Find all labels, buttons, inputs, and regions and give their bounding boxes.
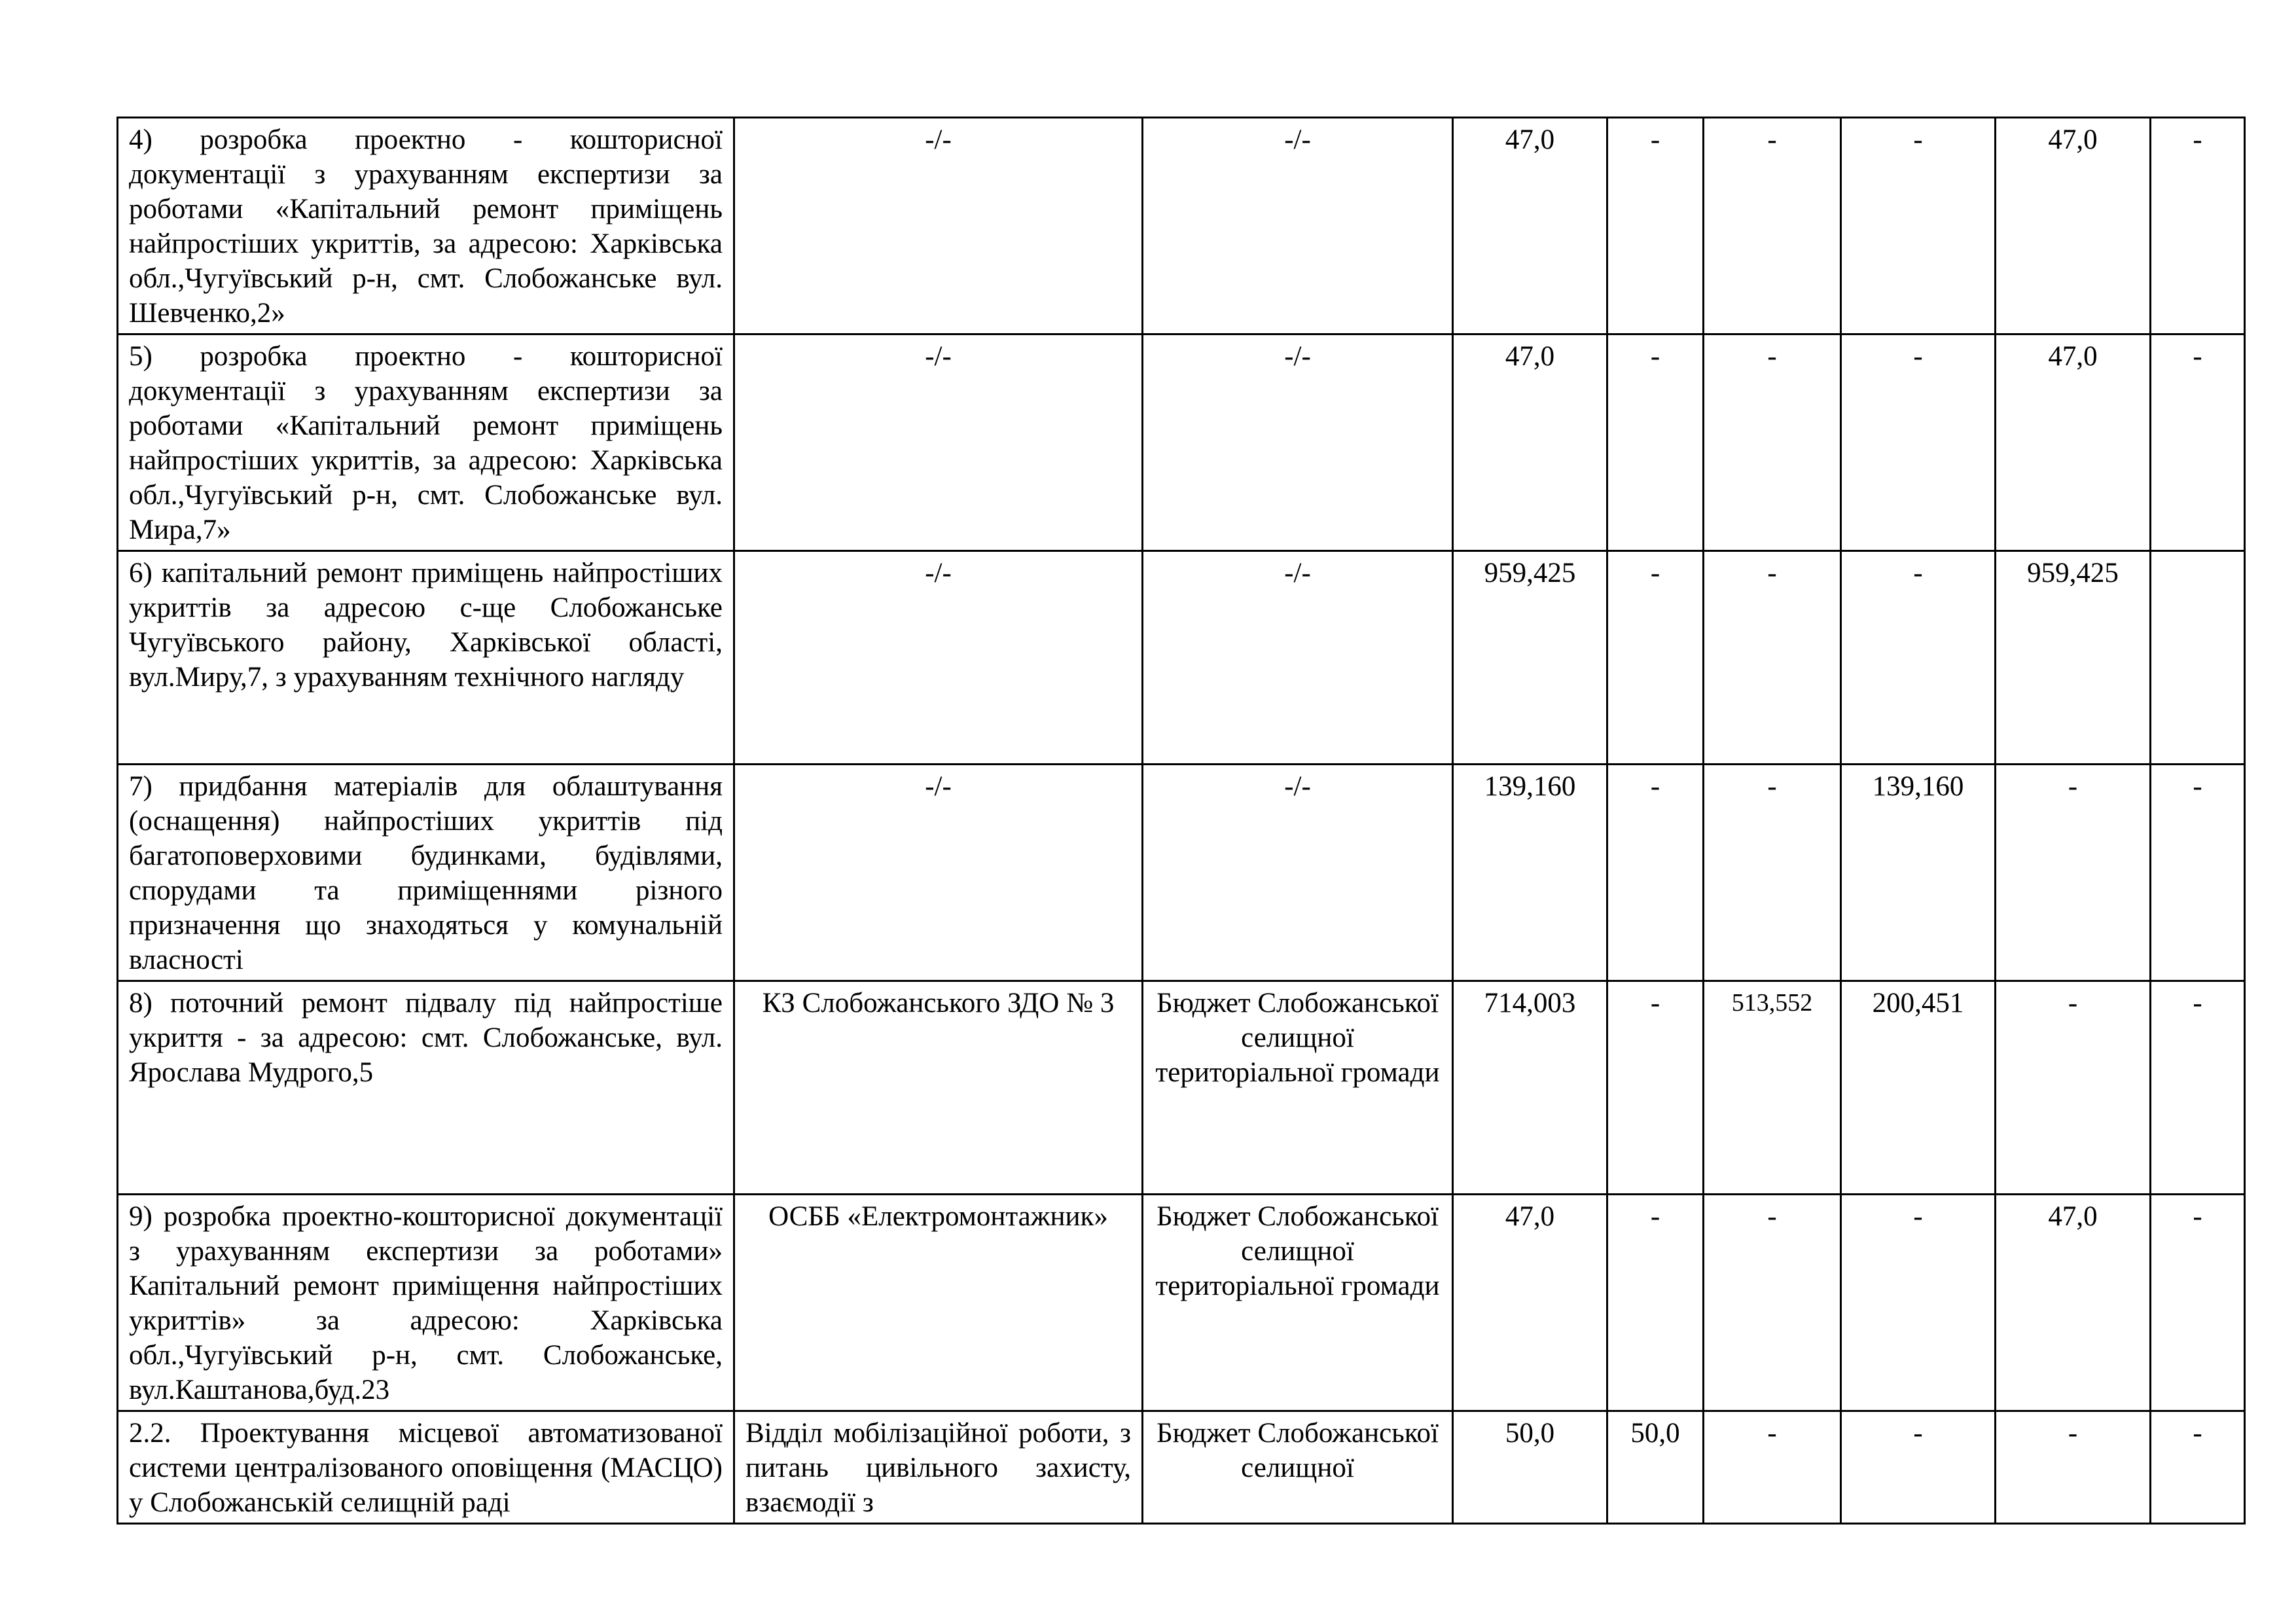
year-3-amount-cell: 139,160 [1841,765,1996,981]
funding-source-cell: -/- [1143,334,1453,551]
program-measures-table [117,117,2246,1525]
year-1-amount-cell: - [1607,765,1704,981]
table-row [118,981,2245,1195]
year-1-amount-cell: - [1607,334,1704,551]
measure-description: 2.2. Проектування місцевої автоматизованої системи централізованого оповіщення (МАСЦО) у Слобожанській селищній раді [118,1411,734,1524]
table-row [118,118,2245,334]
year-1-amount-cell: - [1607,1195,1704,1411]
year-2-amount-cell: - [1704,765,1841,981]
year-4-amount-cell: - [1996,765,2151,981]
funding-source-cell: Бюджет Слобожанської селищної [1143,1411,1453,1524]
year-4-amount-cell: 47,0 [1996,334,2151,551]
executor-cell: Відділ мобілізаційної роботи, з питань цивільного захисту, взаємодії з [734,1411,1143,1524]
table-row [118,765,2245,981]
year-4-amount-cell: - [1996,1411,2151,1524]
funding-source-cell: -/- [1143,765,1453,981]
table-row [118,1411,2245,1524]
executor-cell: КЗ Слобожанського ЗДО № 3 [734,981,1143,1195]
year-2-amount-cell: - [1704,118,1841,334]
year-5-amount-cell: - [2151,1195,2245,1411]
funding-source-cell: -/- [1143,551,1453,765]
year-2-amount-cell: - [1704,1411,1841,1524]
year-5-amount-cell: - [2151,118,2245,334]
executor-cell: -/- [734,551,1143,765]
year-5-amount-cell: - [2151,1411,2245,1524]
year-3-amount-cell: - [1841,1411,1996,1524]
total-amount-cell: 50,0 [1453,1411,1607,1524]
funding-source-cell: -/- [1143,118,1453,334]
total-amount-cell: 139,160 [1453,765,1607,981]
year-1-amount-cell: - [1607,981,1704,1195]
year-2-amount-cell: - [1704,551,1841,765]
year-2-amount-cell: - [1704,1195,1841,1411]
table-row [118,1195,2245,1411]
table-row [118,551,2245,765]
funding-source-cell: Бюджет Слобожанської селищної територіальної громади [1143,1195,1453,1411]
year-3-amount-cell: - [1841,334,1996,551]
total-amount-cell: 47,0 [1453,334,1607,551]
year-5-amount-cell: - [2151,334,2245,551]
year-2-amount-cell: 513,552 [1704,981,1841,1195]
year-1-amount-cell: - [1607,551,1704,765]
measure-description: 8) поточний ремонт підвалу під найпростіше укриття - за адресою: смт. Слобожанське, вул. Ярослава Мудрого,5 [118,981,734,1195]
year-4-amount-cell: 47,0 [1996,1195,2151,1411]
measure-description: 6) капітальний ремонт приміщень найпростіших укриттів за адресою с-ще Слобожанське Чугуївського району, Харківської області, вул.Миру,7, з урахуванням технічного нагляду [118,551,734,765]
year-5-amount-cell [2151,551,2245,765]
total-amount-cell: 714,003 [1453,981,1607,1195]
year-2-amount-cell: - [1704,334,1841,551]
measure-description: 5) розробка проектно - кошторисної документації з урахуванням експертизи за роботами «Капітальний ремонт приміщень найпростіших укриттів, за адресою: Харківська обл.,Чугуївський р-н, смт. Слобожанське вул. Мира,7» [118,334,734,551]
executor-cell: -/- [734,118,1143,334]
year-4-amount-cell: 47,0 [1996,118,2151,334]
measure-description: 4) розробка проектно - кошторисної документації з урахуванням експертизи за роботами «Капітальний ремонт приміщень найпростіших укриттів, за адресою: Харківська обл.,Чугуївський р-н, смт. Слобожанське вул. Шевченко,2» [118,118,734,334]
year-5-amount-cell: - [2151,765,2245,981]
year-4-amount-cell: 959,425 [1996,551,2151,765]
funding-source-cell: Бюджет Слобожанської селищної територіальної громади [1143,981,1453,1195]
year-3-amount-cell: - [1841,1195,1996,1411]
table-row [118,334,2245,551]
year-5-amount-cell: - [2151,981,2245,1195]
year-1-amount-cell: 50,0 [1607,1411,1704,1524]
measure-description: 9) розробка проектно-кошторисної документації з урахуванням експертизи за роботами» Капітальний ремонт приміщення найпростіших укриттів» за адресою: Харківська обл.,Чугуївський р-н, смт. Слобожанське, вул.Каштанова,буд.23 [118,1195,734,1411]
measure-description: 7) придбання матеріалів для облаштування (оснащення) найпростіших укриттів під багатоповерховими будинками, будівлями, спорудами та приміщеннями різного призначення що знаходяться у комунальній власності [118,765,734,981]
executor-cell: -/- [734,765,1143,981]
executor-cell: -/- [734,334,1143,551]
year-3-amount-cell: - [1841,118,1996,334]
total-amount-cell: 47,0 [1453,118,1607,334]
year-3-amount-cell: - [1841,551,1996,765]
year-1-amount-cell: - [1607,118,1704,334]
total-amount-cell: 959,425 [1453,551,1607,765]
total-amount-cell: 47,0 [1453,1195,1607,1411]
year-3-amount-cell: 200,451 [1841,981,1996,1195]
executor-cell: ОСББ «Електромонтажник» [734,1195,1143,1411]
year-4-amount-cell: - [1996,981,2151,1195]
